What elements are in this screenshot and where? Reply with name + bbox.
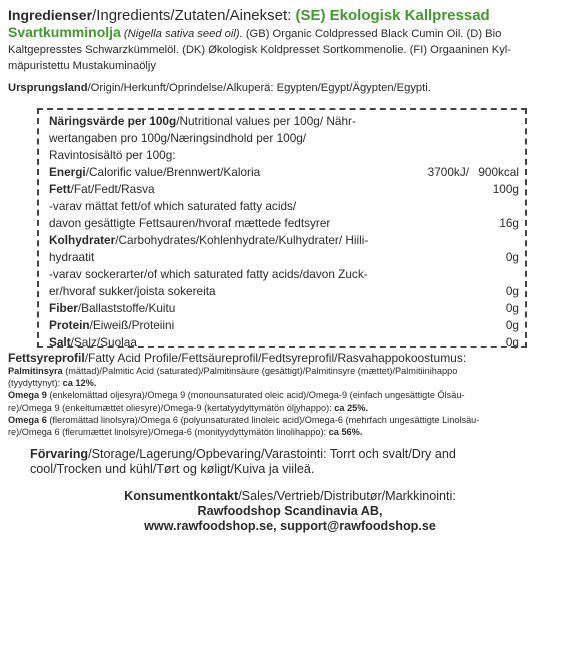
storage-line-1	[30, 447, 570, 462]
contact-heading: Konsumentkontakt	[124, 489, 239, 503]
website-email: www.rawfoodshop.se, support@rawfoodshop.se	[144, 519, 436, 533]
nutrition-label-rest: davon gesättigte Fettsauren/hvoraf mættede fedtsyrer	[49, 216, 331, 230]
nutrition-label-bold: Energi	[49, 165, 86, 179]
nutrition-label-bold: Salt	[49, 335, 71, 349]
nutrition-label-rest: /Ballaststoffe/Kuitu	[77, 301, 176, 315]
origin-line	[8, 80, 576, 96]
contact-line-1	[40, 489, 540, 504]
nutrition-label-rest: er/hvoraf sukker/joista sokereita	[49, 284, 216, 298]
product-name-se: (SE) Ekologisk Kallpressad	[295, 7, 490, 24]
ingredients-heading: Ingredienser	[8, 7, 93, 23]
origin-text: /Origin/Herkunft/Oprindelse/Alkuperä: Egypten/Egypt/Ägypten/Egypti.	[87, 82, 431, 94]
nutrition-label-rest: /Carbohydrates/Kohlenhydrate/Kulhydrater/ Hiili-	[115, 233, 369, 247]
nutrition-row	[49, 232, 519, 249]
ingredients-heading-rest: /Ingredients/Zutaten/Ainekset:	[92, 7, 296, 24]
nutrition-label-rest: /Eiweiß/Proteiini	[89, 318, 175, 332]
nutrition-label	[49, 148, 176, 162]
nutrition-label	[49, 165, 260, 179]
fatty-acid-rows	[8, 365, 578, 438]
nutrition-value-kj: 3700kJ/	[427, 165, 469, 179]
nutrition-label-rest: /Salz/Suolaa	[70, 335, 137, 349]
nutrition-row	[49, 164, 519, 181]
nutrition-label-rest: /Calorific value/Brennwert/Kaloria	[85, 165, 261, 179]
contact-heading-rest: /Sales/Vertrieb/Distributør/Markkinointi:	[238, 489, 456, 503]
fatty-acid-line	[8, 389, 578, 401]
ingredients-de: Kaltgepresstes Schwarzkümmelöl. (DK) Økologisk Koldpresset Sortkommenolie. (FI) Orgaaninen Kyl-	[8, 44, 512, 56]
nutrition-label	[49, 284, 216, 298]
latin-name: (Nigella sativa seed oil).	[120, 28, 246, 40]
nutrition-row	[49, 249, 519, 266]
fatty-acid-heading-line	[8, 351, 578, 365]
nutrition-label-bold: Fiber	[49, 301, 78, 315]
nutrition-label	[49, 318, 174, 332]
nutrition-label	[49, 250, 94, 264]
nutrition-label	[49, 114, 356, 128]
nutrition-label-rest: -varav mättat fett/of which saturated fatty acids/	[49, 199, 297, 213]
nutrition-label-rest: Ravintosisältö per 100g:	[49, 148, 176, 162]
fatty-acid-percent: ca 25%.	[334, 402, 369, 413]
storage-heading: Förvaring	[30, 447, 89, 461]
nutrition-row	[49, 198, 519, 215]
nutrition-label-rest: /Fat/Fedt/Rasva	[70, 182, 155, 196]
nutrition-row	[49, 130, 519, 147]
fatty-acid-text: (enkelomättad oljesyra)/Omega 9 (monounsaturated oleic acid)/Omega-9 (einfach ungesättigte Ölsäu-	[46, 390, 465, 401]
nutrition-label	[49, 267, 368, 281]
company-name: Rawfoodshop Scandinavia AB,	[197, 504, 383, 518]
ingredients-line-3	[8, 42, 576, 58]
nutrition-row	[49, 181, 519, 198]
fatty-acid-percent: ca 56%.	[328, 427, 363, 438]
contact-section	[40, 489, 540, 534]
nutrition-row	[49, 283, 519, 300]
fatty-acid-line	[8, 414, 578, 426]
nutrition-value: 0g	[505, 284, 519, 298]
nutrition-value: 16g	[499, 216, 519, 230]
nutrition-label	[49, 301, 175, 315]
ingredients-line-4	[8, 58, 576, 74]
fatty-acid-heading: Fettsyreprofil	[8, 351, 85, 365]
nutrition-label-rest: wertangaben pro 100g/Næringsindhold per 100g/	[49, 131, 307, 145]
nutrition-row	[49, 147, 519, 164]
nutrition-row	[49, 113, 519, 130]
nutrition-value: 900kcal	[478, 165, 519, 179]
storage-line-2: cool/Trocken und kühl/Tørt og køligt/Kuiva ja viileä.	[30, 462, 315, 476]
storage-text-1: /Storage/Lagerung/Opbevaring/Varastointi: Torrt och svalt/Dry and	[88, 447, 456, 461]
nutrition-row	[49, 266, 519, 283]
ingredients-fi: mäpuristettu Mustakuminaöljy	[8, 60, 156, 72]
fatty-acid-text: (fleromättad linolsyra)/Omega 6 (polyunsaturated linoleic acid)/Omega-6 (mehrfach ungesättigte Linolsäu-	[46, 414, 480, 425]
nutrition-rows	[49, 113, 519, 351]
fatty-acid-name: Palmitinsyra	[8, 366, 63, 376]
fatty-acid-name: Omega 6	[8, 414, 47, 425]
nutrition-row	[49, 215, 519, 232]
fatty-acid-percent: ca 12%.	[62, 378, 97, 389]
nutrition-label-rest: /Nutritional values per 100g/ Nähr-	[176, 114, 356, 128]
ingredients-line-1	[8, 7, 576, 24]
nutrition-label	[49, 216, 330, 230]
nutrition-label-bold: Fett	[49, 182, 71, 196]
fatty-acid-line	[8, 365, 578, 377]
origin-heading: Ursprungsland	[8, 82, 88, 94]
nutrition-label	[49, 233, 368, 247]
ingredients-line-2	[8, 24, 576, 42]
ingredients-gb: (GB) Organic Coldpressed Black Cumin Oil. (D) Bio	[245, 28, 502, 40]
nutrition-value: 0g	[505, 301, 519, 315]
fatty-acid-heading-rest: /Fatty Acid Profile/Fettsäureprofil/Fedtsyreprofil/Rasvahappokoostumus:	[84, 351, 467, 365]
nutrition-label	[49, 182, 155, 196]
nutrition-value: 0g	[505, 250, 519, 264]
nutrition-table	[37, 108, 527, 348]
fatty-acid-line	[8, 402, 578, 414]
nutrition-value: 100g	[492, 182, 519, 196]
nutrition-row	[49, 334, 519, 351]
nutrition-label	[49, 199, 296, 213]
nutrition-label	[49, 335, 137, 349]
nutrition-label-bold: Kolhydrater	[49, 233, 116, 247]
fatty-acid-name: Omega 9	[8, 390, 47, 401]
nutrition-value: 0g	[505, 335, 519, 349]
nutrition-value: 0g	[505, 318, 519, 332]
nutrition-label	[49, 131, 306, 145]
nutrition-label-rest: hydraatit	[49, 250, 95, 264]
fatty-acid-line	[8, 377, 578, 389]
fatty-acid-text: (tyydyttynyt):	[8, 378, 63, 389]
fatty-acid-text: re)/Omega 6 (flerumættet linolsyre)/Omega-6 (monityydyttymätön linolihappo):	[8, 427, 329, 438]
storage-section	[30, 447, 570, 477]
fatty-acid-line	[8, 426, 578, 438]
nutrition-row	[49, 317, 519, 334]
product-name-se-cont: Svartkumminolja	[8, 24, 121, 40]
ingredients-section	[8, 7, 576, 74]
nutrition-label-bold: Näringsvärde per 100g	[49, 114, 177, 128]
nutrition-label-bold: Protein	[49, 318, 90, 332]
fatty-acid-text: (mättad)/Palmitic Acid (saturated)/Palmitinsäure (gesättigt)/Palmitinsyre (mættet)/Palmitiinihappo	[62, 366, 458, 376]
nutrition-row	[49, 300, 519, 317]
fatty-acid-section	[8, 351, 578, 438]
fatty-acid-text: re)/Omega 9 (enkeltumættet oliesyre)/Omega-9 (kertatyydyttymätön öljyhappo):	[8, 402, 335, 413]
nutrition-label-rest: -varav sockerarter/of which saturated fatty acids/davon Zuck-	[49, 267, 368, 281]
